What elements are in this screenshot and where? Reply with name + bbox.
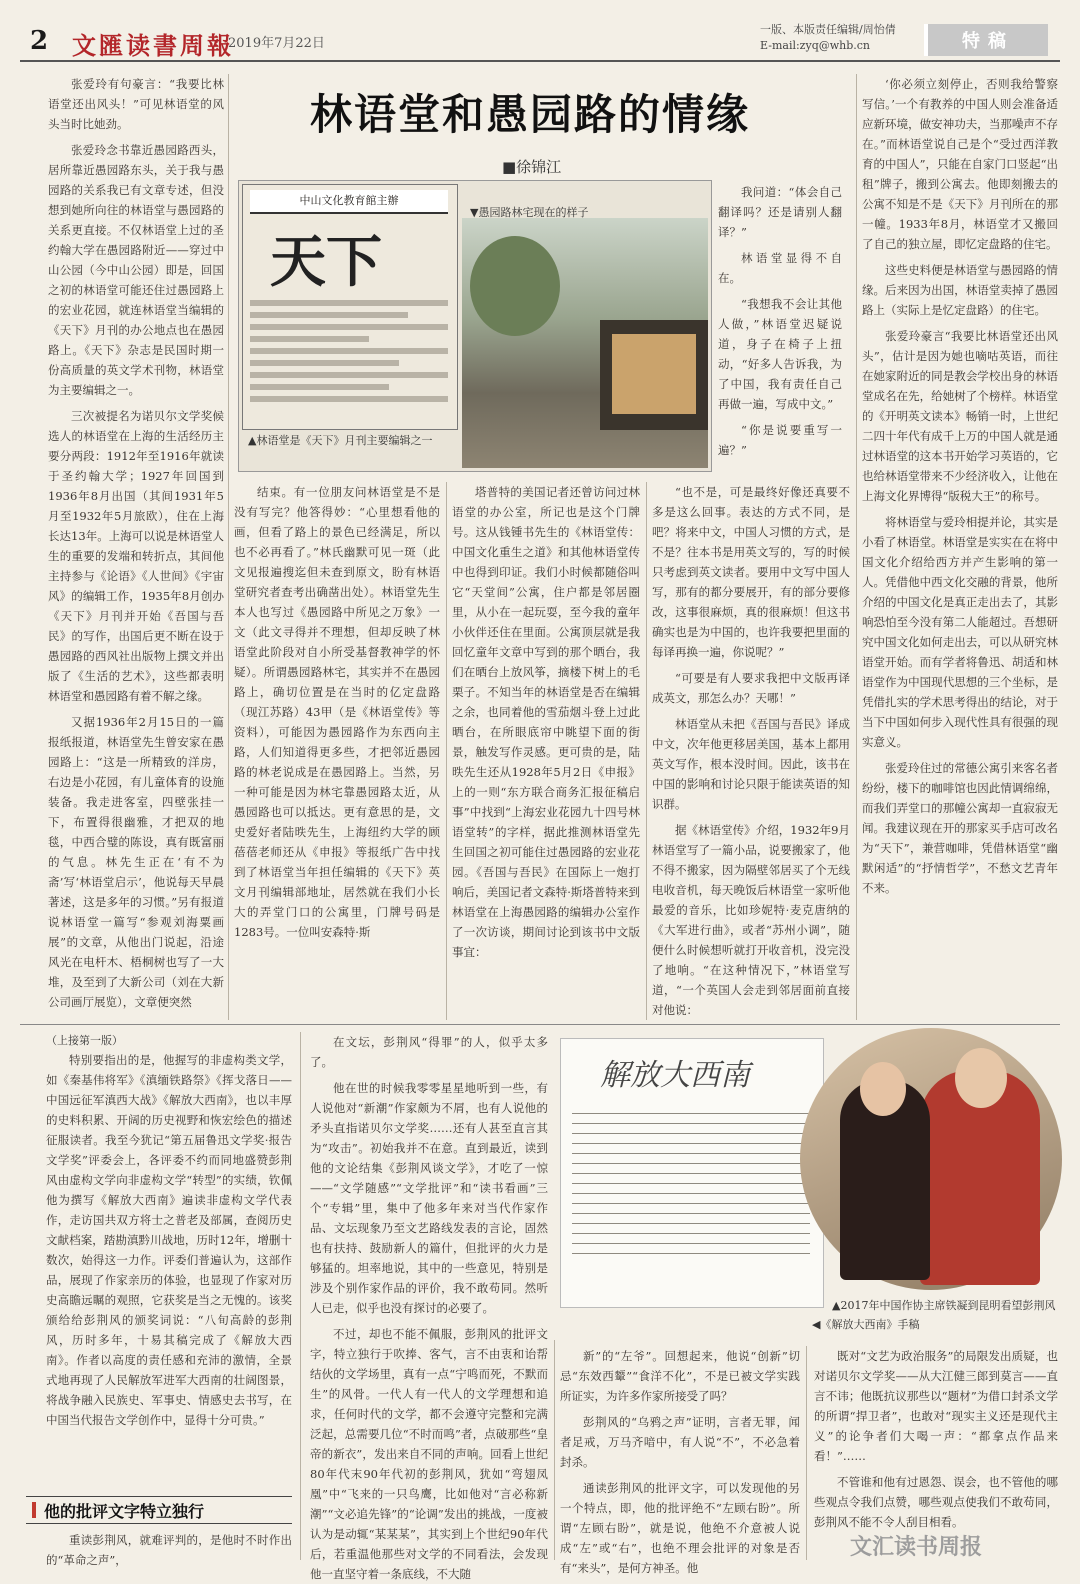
page-number: 2 — [30, 26, 49, 56]
header-rule — [20, 60, 1060, 62]
paragraph: 特别要指出的是，他握写的非虚构类文学，如《秦基伟将军》《滇缅铁路祭》《挥戈落日——中国远征军滇西大战》《解放大西南》，也以丰厚的史料积累、开阔的历史视野和恢宏绘色的描述征服读者。我至今犹记“第五届鲁迅文学奖·报告文学奖”评委会上，各评委不约而同地盛赞彭荆风由虚构文学向非虚构文学“转型”的实绩，钦佩他为撰写《解放大西南》遍读非虚构文学代表作，走访国共双方将士之普老及部属，查阅历史文献档案，踏勘滇黔川战地，历时12年，增删十数次，始得这一力作。评委们普遍认为，这部作品，展现了作家亲历的体验，也显现了作家对历史高瞻远瞩的观照，它获奖是当之无愧的。该奖颁给给彭荆风的颁奖词说：“八旬高龄的彭荆风，历时多年，十易其稿完成了《解放大西南》。作者以高度的责任感和充沛的激情，全景式地再现了人民解放军进军大西南的壮阔图景，将战争融入民族史、军事史、情感史去书写，在中国当代报告文学创作中，显得十分可贵。” — [46, 1053, 292, 1427]
paragraph: ‘你必须立刻停止，否则我给警察写信。’一个有教养的中国人则会准备适应新环境，做安神功夫，当那噪声不存在。”而林语堂说自己是个“受过西洋教育的中国人”，只能在自家门口竖起“出租”牌子，搬到公寓去。他即刻搬去的公寓不知是不是《天下》月刊所在的那一幢。1933年8月，林语堂才又搬回了自己的独立屋，即忆定盘路的住宅。 — [862, 77, 1058, 251]
street-tree — [470, 236, 560, 336]
column-divider — [228, 74, 229, 1020]
paragraph: 又据1936年2月15日的一篇报纸报道，林语堂先生曾安家在愚园路上：“这是一所精致的洋房，右边是小花园，有儿童体育的设施装备。我走进客室，四壁张挂一下，布置得很幽雅，才把双的地毯，中西合璧的陈设，真有既富丽的气息。林先生正在‘有不为斋’写‘林语堂启示’，他说每天早晨著述，这是多年的习惯。”另有报道说林语堂一篇写“参观刘海粟画展”的文章，从他出门说起，沿途风光在电杆木、梧桐树也写了一大堆，及至到了大新公司（刘在大新公司画厅展览），文章便突然 — [48, 715, 224, 1009]
subheading-text: 他的批评文字特立独行 — [44, 1501, 205, 1521]
lower-column-2 — [310, 1032, 548, 1581]
paragraph: 张爱玲住过的常德公寓引来客名者纷纷，楼下的咖啡馆也因此情调绵绵，而我们弄堂口的那幢公寓却一直寂寂无闻。我建议现在开的那家买手店可改名为“天下”，兼营咖啡，凭借林语堂“幽默闲适”的“抒情哲学”，不愁文艺青年不来。 — [862, 761, 1058, 895]
paragraph: 不管谁和他有过恩怨、误会，也不管他的哪些观点令我们点赞，哪些观点使我们不敢苟同，彭荆风不能不令人刮目相看。 — [814, 1475, 1058, 1529]
manuscript-lines — [572, 1104, 810, 1263]
paragraph: “我想我不会让其他人做，”林语堂迟疑说道，身子在椅子上扭动，“好多人告诉我，为了中国，我有责任自己再做一遍，写成中文。” — [718, 297, 842, 411]
lower-column-3 — [560, 1346, 800, 1575]
portrait-caption: ▲2017年中国作协主席铁凝到昆明看望彭荆风 — [832, 1299, 1056, 1312]
article-headline: 林语堂和愚园路的情缘 — [309, 90, 750, 139]
column-divider — [646, 482, 647, 1020]
paragraph: 将林语堂与爱玲相提并论，其实是小看了林语堂。林语堂是实实在在将中国文化介绍给西方并产生影响的第一人。凭借他中西文化交融的背景，他所介绍的中国文化是真正走出去了，其影响恐怕至今没有第二人能超过。吾想研究中国文化如何走出去，可以从研究林语堂开始。而有学者将鲁迅、胡适和林语堂作为中国现代思想的三个坐标，是凭借扎实的学术思考得出的结论，对于当下中国如何步入现代性具有很强的现实意义。 — [862, 515, 1058, 749]
paragraph: 我问道：“体会自己翻译吗？还是请别人翻译？” — [718, 185, 842, 239]
paragraph: 张爱玲念书靠近愚园路西头，居所靠近愚园路东头，关于我与愚园路的关系我已有文章专述，但没想到她所向往的林语堂与愚园路的关系更直接。不仅林语堂上过的圣约翰大学在愚园路附近——穿过中山公园（今中山公园）即是，回国之初的林语堂可能还住过愚园路上的宏业花园，就连林语堂当编辑的《天下》月刊的办公地点也在愚园路上。《天下》杂志是民国时期一份高质量的英文学术刊物，林语堂为主要编辑之一。 — [48, 143, 224, 397]
paragraph: 张爱玲有句豪言：“我要比林语堂还出风头！”可见林语堂的风头当时比她劲。 — [48, 77, 224, 131]
column-divider — [856, 74, 857, 1020]
paragraph: “你是说要重写一遍？” — [718, 423, 842, 457]
paragraph: 不过，却也不能不佩服，彭荆风的批评文字，特立独行于吹捧、客气，言不由衷和诒帮结伙的文学场里，真有一点“宁鸣而死，不默而生”的风骨。一代人有一代人的文学理想和追求，任何时代的文学，都不会遵守完整和完满泛起，总需要几位“不时而鸣”者，点破那些“皇帝的新衣”，发出来自不同的声响。回看上世纪80年代末90年代初的彭荆风，犹如“弯翅凤凰”中“飞来的一只鸟鹰，比如他对“言必称新潮”“文必追先锋”的“论调”发出的挑战，一度被认为是动辄“某某某”，其实到上个世纪90年代后，若重温他那些对文学的不同看法，会发现他一直坚守着一条底线，不大随 — [310, 1327, 548, 1581]
article-column-3 — [452, 482, 640, 1020]
editor-info — [760, 22, 920, 54]
street-caption: ▼愚园路林宅现在的样子 — [470, 206, 589, 219]
paragraph: 三次被提名为诺贝尔文学奖候选人的林语堂在上海的生活经历主要分两段：1912年至1916年就读于圣约翰大学；1927年回国到1936年8月出国（其间1931年5月至1932年5月旅欧），住在上海长达13年。上海可以说是林语堂人生的重要的发端和转折点，其间他主持参与《论语》《人世间》《宇宙风》的编辑工作，1935年8月创办《天下》月刊并开始《吾国与吾民》的写作，出国后更不断在设于愚园路的西风社出版物上撰文并出版了《生活的艺术》，这些都表明林语堂和愚园路有着不解之缘。 — [48, 409, 224, 703]
paragraph: 他在世的时候我零零星星地听到一些，有人说他对“新潮”作家颇为不屑，也有人说他的矛头直指诺贝尔文学奖……还有人甚至直言其为“攻击”。初始我并不在意。直到最近，读到他的文论结集《彭荆风谈文学》，才吃了一惊——“文学随感”“文学批评”和“读书看画”三个“专辑”里，集中了他多年来对当代作家作品、文坛现象乃至文艺路线发表的言论，固然也有扶持、鼓励新人的篇什，但批评的火力是够猛的。坦率地说，其中的一些意见，特别是涉及个别作家作品的评价，我不敢苟同。然听人已走，似乎也没有探讨的必要了。 — [310, 1081, 548, 1315]
portrait-face-right — [955, 1048, 1007, 1108]
paragraph: 林语堂从未把《吾国与吾民》译成中文，次年他更移居美国，基本上都用英文写作，根本没时间。因此，该书在中国的影响和讨论只限于能读英语的知识群。 — [652, 717, 850, 811]
paragraph: 彭荆风的“乌鸦之声”证明，言者无罪，闻者足戒，万马齐喑中，有人说“不”，不必急着封杀。 — [560, 1415, 800, 1469]
article-column-4 — [652, 482, 850, 1020]
column-divider — [300, 1032, 301, 1560]
watermark: 文汇读书周报 — [850, 1534, 983, 1560]
section-tag: 特稿 — [924, 24, 1048, 56]
paragraph: 张爱玲豪言“我要比林语堂还出风头”，估计是因为她也嘀咕英语，而往在她家附近的同是教会学校出身的林语堂成名在先，给她树了个榜样。林语堂的《开明英文读本》畅销一时，上世纪二四十年代有成千上万的中国人就是通过林语堂的这本书开始学习英语的，它也给林语堂带来不少经济收入，让他在上海文化界博得“版税大王”的称号。 — [862, 329, 1058, 503]
article-byline: ■徐锦江 — [502, 158, 562, 176]
lower-column-4 — [814, 1346, 1058, 1530]
street-shop-window — [612, 334, 696, 414]
article-column-5 — [862, 74, 1058, 1020]
paragraph: 据《林语堂传》介绍，1932年9月林语堂写了一篇小品，说要搬家了，他不得不搬家，因为隔壁邻居买了个无线电收音机，每天晚饭后林语堂一家听他最爱的音乐，比如珍妮特·麦克唐纳的《大军进行曲》，或者“苏州小调”，随便什么时候想听就打开收音机，没完没了地响。“在这种情况下，”林语堂写道，“一个英国人会走到邻居面前直接对他说： — [652, 823, 850, 1017]
manuscript-title: 解放大西南 — [600, 1058, 750, 1093]
paragraph: 新”的“左爷”。回想起来，他说“创新”切忌“东效西颦”“食洋不化”，不是已被文学实践所证实，为许多作家所接受了吗？ — [560, 1349, 800, 1403]
paragraph: 既对“文艺为政治服务”的局限发出质疑，也对诺贝尔文学奖——从大江健三郎到莫言——直言不讳；他既抗议那些以“题材”为借口封杀文学的所谓“捍卫者”，也敢对“现实主义还是现代主义”的论争者们大喝一声：“都拿点作品来看！”…… — [814, 1349, 1058, 1463]
magazine-header: 中山文化教育館主辦 — [250, 190, 448, 214]
paragraph: “可要是有人要求我把中文版再译成英文，那怎么办？天哪！” — [652, 671, 850, 705]
manuscript-caption: ◀《解放大西南》手稿 — [812, 1318, 920, 1331]
paragraph: 这些史料便是林语堂与愚园路的情缘。后来因为出国，林语堂卖掉了愚园路上（实际上是忆定盘路）的住宅。 — [862, 263, 1058, 317]
paragraph: “也不是，可是最终好像还真要不多是这么回事。表达的方式不同，是吧？将来中文，中国人习惯的方式，是不是？往本书是用英文写的，写的时候只考虑到英文读者。要用中文写中国人写，那有的都分要展开，有的部分要修改，这事很麻烦，真的很麻烦！但这书确实也是为中国的，也许我要把里面的每译再换一遍，你说呢？” — [652, 485, 850, 659]
magazine-title: 天下 — [270, 229, 382, 295]
paragraph: 通读彭荆风的批评文字，可以发现他的另一个特点，即，他的批评绝不“左顾右盼”。所谓“左顾右盼”，就是说，他绝不介意被人说成“左”或“右”，也绝不理会批评的对象是否有“来头”，是何方神圣。他 — [560, 1481, 800, 1575]
article-column-1 — [48, 74, 224, 1020]
issue-date: 2019年7月22日 — [228, 36, 325, 51]
masthead: 文匯读書周報 — [72, 31, 234, 60]
editor-line: 一版、本版责任编辑/周怡倩 — [760, 23, 896, 36]
magazine-text-lines — [250, 294, 448, 408]
column-divider — [446, 482, 447, 1020]
subheading — [26, 1496, 292, 1524]
lower-column-1-tail — [46, 1530, 292, 1567]
column-divider — [806, 1346, 807, 1560]
section-separator — [20, 1024, 1060, 1025]
paragraph: 结束。有一位朋友问林语堂是不是没有写完？他答得妙：“心里想看他的画，但看了路上的景色已经满足，所以也不必再看了。”林氏幽默可见一斑（此文见报遍搜迄但未查到原文，盼有林语堂研究者查考出确凿出处）。林语堂先生本人也写过《愚园路中所见之万象》一文（此文寻得并不理想，但却反映了林语堂此阶段对自小所受基督教神学的怀疑）。所谓愚园路林宅，其实并不在愚园路上，确切位置是在当时的亿定盘路（现江苏路）43甲（是《林语堂传》等资料），可能因为愚园路作为东西向主路，人们知道得更多些，才把邻近愚园路的林老说成是在愚园路上。当然，另一种可能是因为林宅靠愚园路太近，从愚园路也可以抵达。更有意思的是，文史爱好者陆昳先生，上海纽约大学的顾蓓蓓老师还从《申报》等报纸广告中找到了林语堂当年担任编辑的《天下》英文月刊编辑部地址，居然就在我们小长大的弄堂门口的公寓里，门牌号码是1283号。一位叫安森特·斯 — [234, 485, 440, 939]
lower-column-1 — [46, 1050, 292, 1490]
paragraph: 林语堂显得不自在。 — [718, 251, 842, 285]
editor-email: E-mail:zyq@whb.cn — [760, 39, 871, 52]
article-column-4a — [718, 182, 842, 478]
paragraph: 在文坛，彭荆风“得罪”的人，似乎太多了。 — [310, 1035, 548, 1069]
paragraph: 塔普特的美国记者还曾访问过林语堂的办公室，所记也是这个门牌号。这从钱锺书先生的《林语堂传：中国文化重生之道》和其他林语堂传中也得到印证。我们小时候都随俗叫它“天堂间”公寓，住户都是邻居圈里，从小在一起玩耍，至今我的童年小伙伴还住在里面。公寓顶层就是我回忆童年文章中写到的那个晒台，我们在晒台上放风筝，摘楼下树上的毛栗子。不知当年的林语堂是否在编辑之余，也同着他的雪茄烟斗登上过此晒台，在所眼底帘中眺望下面的街景，触发写作灵感。更可贵的是，陆昳先生还从1928年5月2日《申报》上的一则“东方联合商务汇报征稿启事”中找到“上海宏业花园九十四号林语堂转”的字样，据此推测林语堂先生回国之初可能住过愚园路的宏业花园。《吾国与吾民》在国际上一炮打响后，美国记者文森特·斯塔普特来到林语堂在上海愚园路的编辑办公室作了一次访谈，期间讨论到该书中文版事宜： — [452, 485, 640, 959]
column-divider — [554, 1340, 555, 1560]
article-column-2 — [234, 482, 440, 1020]
subheading-bar-icon — [32, 1502, 36, 1518]
magazine-caption: ▲林语堂是《天下》月刊主要编辑之一 — [248, 434, 433, 447]
paragraph: 重读彭荆风，就难评判的，是他时不时作出的“革命之声”， — [46, 1533, 292, 1567]
continued-from-label: （上接第一版） — [46, 1034, 123, 1047]
portrait-face-left — [860, 1062, 906, 1116]
